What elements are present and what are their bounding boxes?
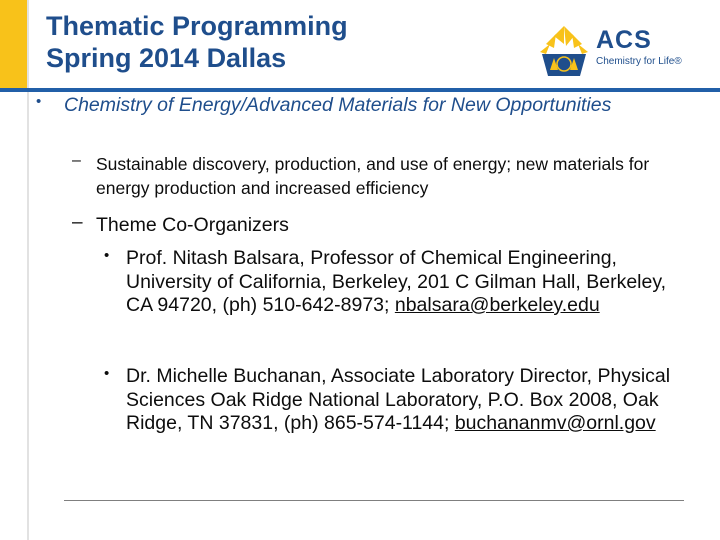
acs-tagline: Chemistry for Life®: [596, 56, 682, 67]
organizer-buchanan-details: Dr. Michelle Buchanan, Associate Laboratory Director, Physical Sciences Oak Ridge National Laboratory, P.O. Box 2008, Oak Ridge, TN 37831, (ph) 865-574-1144;: [126, 365, 671, 434]
side-divider: [27, 0, 29, 540]
organizer-balsara-details: Prof. Nitash Balsara, Professor of Chemical Engineering, University of California, Berkeley, 201 C Gilman Hall, Berkeley, CA 94720, (ph) 510-642-8973;: [126, 247, 667, 316]
organizer-buchanan-text: [126, 365, 682, 436]
sub-bullet-energy-text: Sustainable discovery, production, and use of energy; new materials for energy production and increased efficiency: [96, 154, 650, 198]
email-link-buchanan[interactable]: buchananmv@ornl.gov: [454, 412, 656, 434]
slide-title: [46, 10, 348, 74]
main-bullet-text: Chemistry of Energy/Advanced Materials for New Opportunities: [64, 94, 612, 116]
title-line-2: Spring 2014 Dallas: [46, 43, 287, 73]
side-panel: [0, 90, 28, 540]
organizer-balsara-text: [126, 247, 682, 318]
footer-rule: [64, 500, 684, 501]
bullet-marker: •: [104, 247, 110, 264]
acs-logo: [536, 22, 686, 80]
side-accent-bar: [0, 0, 28, 90]
bullet-marker: •: [36, 93, 42, 110]
title-line-1: Thematic Programming: [46, 11, 348, 41]
email-link-balsara[interactable]: nbalsara@berkeley.edu: [394, 294, 600, 316]
acs-seal-icon: [536, 22, 592, 80]
sub-bullet-organizers-text: Theme Co-Organizers: [96, 214, 289, 236]
dash-marker: –: [72, 212, 83, 233]
dash-marker: –: [72, 152, 81, 169]
bullet-marker: •: [104, 365, 110, 382]
acs-wordmark: ACS: [596, 26, 652, 54]
